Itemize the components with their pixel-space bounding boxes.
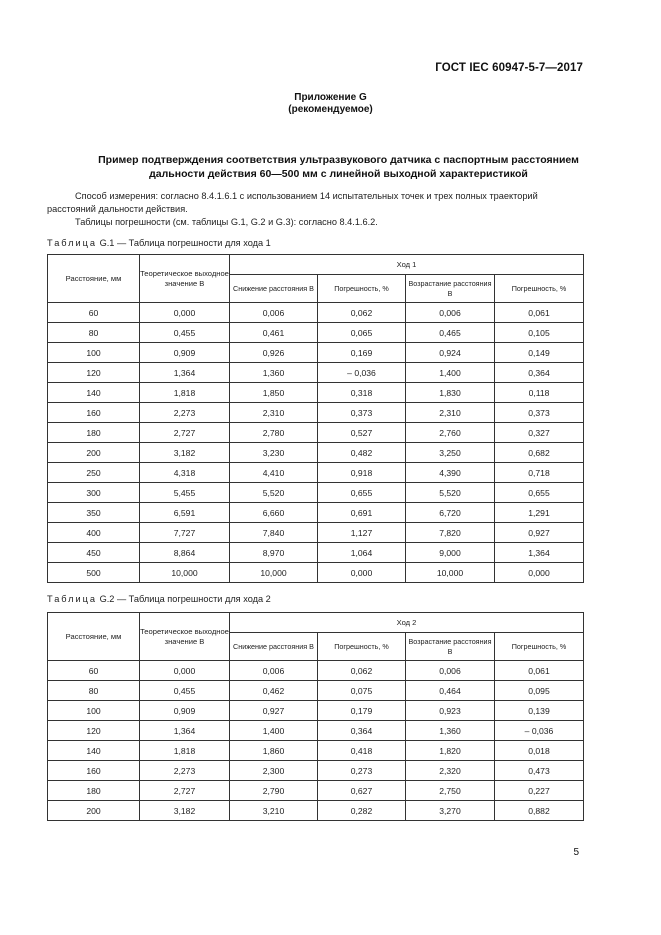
- table-g2: [47, 612, 584, 821]
- theoretical-cell: 2,727: [140, 423, 230, 443]
- increase-cell: 6,720: [406, 503, 495, 523]
- error-1-cell: 0,364: [318, 721, 406, 741]
- decrease-cell: 1,400: [230, 721, 318, 741]
- theoretical-cell: 1,818: [140, 383, 230, 403]
- distance-cell: 100: [48, 343, 140, 363]
- theoretical-cell: 1,364: [140, 721, 230, 741]
- decrease-cell: 0,926: [230, 343, 318, 363]
- distance-cell: 120: [48, 363, 140, 383]
- decrease-cell: 0,462: [230, 681, 318, 701]
- distance-cell: 200: [48, 443, 140, 463]
- error-2-cell: 0,118: [495, 383, 584, 403]
- table-row: [48, 563, 584, 583]
- decrease-cell: 0,006: [230, 303, 318, 323]
- error-2-cell: 0,882: [495, 801, 584, 821]
- error-1-cell: 0,062: [318, 303, 406, 323]
- theoretical-cell: 5,455: [140, 483, 230, 503]
- theoretical-cell: 0,909: [140, 343, 230, 363]
- tables-note: Таблицы погрешности (см. таблицы G.1, G.2 и G.3): согласно 8.4.1.6.2.: [75, 217, 378, 227]
- distance-cell: 180: [48, 423, 140, 443]
- table-g1-body: [48, 303, 584, 583]
- col-theoretical-header: Теоретическое выходное значение В: [140, 613, 230, 661]
- col-increase-header: Возрастание расстояния В: [406, 275, 495, 303]
- col-decrease-header: Снижение расстояния В: [230, 275, 318, 303]
- increase-cell: 1,820: [406, 741, 495, 761]
- theoretical-cell: 4,318: [140, 463, 230, 483]
- distance-cell: 60: [48, 661, 140, 681]
- distance-cell: 160: [48, 761, 140, 781]
- decrease-cell: 2,780: [230, 423, 318, 443]
- increase-cell: 10,000: [406, 563, 495, 583]
- section-title-line-2: дальности действия 60—500 мм с линейной выходной характеристикой: [149, 168, 528, 180]
- error-1-cell: 0,000: [318, 563, 406, 583]
- increase-cell: 3,270: [406, 801, 495, 821]
- error-1-cell: 0,179: [318, 701, 406, 721]
- table-row: [48, 383, 584, 403]
- decrease-cell: 1,850: [230, 383, 318, 403]
- col-error-2-header: Погрешность, %: [495, 633, 584, 661]
- error-1-cell: 0,527: [318, 423, 406, 443]
- distance-cell: 100: [48, 701, 140, 721]
- increase-cell: 1,830: [406, 383, 495, 403]
- distance-cell: 140: [48, 741, 140, 761]
- decrease-cell: 3,210: [230, 801, 318, 821]
- section-title-line-1: Пример подтверждения соответствия ультразвукового датчика с паспортным расстоянием: [98, 154, 579, 166]
- error-1-cell: 0,482: [318, 443, 406, 463]
- error-2-cell: 0,149: [495, 343, 584, 363]
- decrease-cell: 8,970: [230, 543, 318, 563]
- table-row: [48, 443, 584, 463]
- theoretical-cell: 8,864: [140, 543, 230, 563]
- theoretical-cell: 3,182: [140, 801, 230, 821]
- error-2-cell: 0,095: [495, 681, 584, 701]
- error-1-cell: 0,282: [318, 801, 406, 821]
- table-g2-caption: [47, 594, 271, 604]
- increase-cell: 1,360: [406, 721, 495, 741]
- error-2-cell: 0,105: [495, 323, 584, 343]
- theoretical-cell: 1,364: [140, 363, 230, 383]
- table-g2-caption-label: Таблица: [47, 594, 98, 604]
- table-row: [48, 303, 584, 323]
- table-row: [48, 543, 584, 563]
- error-2-cell: 0,473: [495, 761, 584, 781]
- theoretical-cell: 0,455: [140, 681, 230, 701]
- theoretical-cell: 2,273: [140, 761, 230, 781]
- distance-cell: 80: [48, 681, 140, 701]
- decrease-cell: 0,927: [230, 701, 318, 721]
- decrease-cell: 2,310: [230, 403, 318, 423]
- increase-cell: 0,465: [406, 323, 495, 343]
- error-1-cell: 1,127: [318, 523, 406, 543]
- distance-cell: 300: [48, 483, 140, 503]
- appendix-subtitle: (рекомендуемое): [288, 104, 373, 115]
- table-row: [48, 761, 584, 781]
- distance-cell: 200: [48, 801, 140, 821]
- decrease-cell: 10,000: [230, 563, 318, 583]
- theoretical-cell: 6,591: [140, 503, 230, 523]
- error-1-cell: 0,062: [318, 661, 406, 681]
- error-2-cell: 1,364: [495, 543, 584, 563]
- theoretical-cell: 0,909: [140, 701, 230, 721]
- theoretical-cell: 10,000: [140, 563, 230, 583]
- increase-cell: 0,924: [406, 343, 495, 363]
- table-row: [48, 483, 584, 503]
- table-g2-body: [48, 661, 584, 821]
- error-2-cell: 0,061: [495, 661, 584, 681]
- increase-cell: 9,000: [406, 543, 495, 563]
- increase-cell: 2,750: [406, 781, 495, 801]
- decrease-cell: 5,520: [230, 483, 318, 503]
- table-row: [48, 403, 584, 423]
- error-1-cell: 0,169: [318, 343, 406, 363]
- table-g1-caption: [47, 238, 271, 248]
- method-line-2: расстояний дальности действия.: [47, 204, 188, 214]
- increase-cell: 2,320: [406, 761, 495, 781]
- group-header: Ход 2: [230, 613, 584, 633]
- decrease-cell: 3,230: [230, 443, 318, 463]
- table-row: [48, 661, 584, 681]
- error-2-cell: 0,682: [495, 443, 584, 463]
- table-row: [48, 423, 584, 443]
- theoretical-cell: 0,000: [140, 303, 230, 323]
- increase-cell: 1,400: [406, 363, 495, 383]
- error-1-cell: 1,064: [318, 543, 406, 563]
- increase-cell: 0,464: [406, 681, 495, 701]
- distance-cell: 180: [48, 781, 140, 801]
- table-row: [48, 523, 584, 543]
- decrease-cell: 2,790: [230, 781, 318, 801]
- table-g1-caption-text: G.1 — Таблица погрешности для хода 1: [97, 238, 271, 248]
- error-2-cell: 0,364: [495, 363, 584, 383]
- distance-cell: 160: [48, 403, 140, 423]
- distance-cell: 60: [48, 303, 140, 323]
- theoretical-cell: 2,727: [140, 781, 230, 801]
- error-1-cell: 0,627: [318, 781, 406, 801]
- table-row: [48, 701, 584, 721]
- decrease-cell: 6,660: [230, 503, 318, 523]
- page-number: 5: [573, 847, 579, 858]
- method-paragraph: [47, 190, 583, 229]
- error-2-cell: 1,291: [495, 503, 584, 523]
- table-row: [48, 323, 584, 343]
- error-1-cell: 0,318: [318, 383, 406, 403]
- error-1-cell: 0,691: [318, 503, 406, 523]
- error-2-cell: 0,327: [495, 423, 584, 443]
- table-row: [48, 801, 584, 821]
- error-2-cell: 0,655: [495, 483, 584, 503]
- error-1-cell: 0,273: [318, 761, 406, 781]
- col-decrease-header: Снижение расстояния В: [230, 633, 318, 661]
- error-2-cell: 0,227: [495, 781, 584, 801]
- distance-cell: 140: [48, 383, 140, 403]
- section-title: [46, 153, 631, 181]
- increase-cell: 4,390: [406, 463, 495, 483]
- increase-cell: 2,310: [406, 403, 495, 423]
- table-row: [48, 463, 584, 483]
- theoretical-cell: 2,273: [140, 403, 230, 423]
- distance-cell: 400: [48, 523, 140, 543]
- theoretical-cell: 0,000: [140, 661, 230, 681]
- distance-cell: 120: [48, 721, 140, 741]
- distance-cell: 450: [48, 543, 140, 563]
- error-1-cell: 0,655: [318, 483, 406, 503]
- error-2-cell: 0,139: [495, 701, 584, 721]
- method-line-1: Способ измерения: согласно 8.4.1.6.1 с использованием 14 испытательных точек и трех полных траекторий: [75, 191, 538, 201]
- error-2-cell: 0,718: [495, 463, 584, 483]
- theoretical-cell: 7,727: [140, 523, 230, 543]
- col-distance-header: Расстояние, мм: [48, 613, 140, 661]
- error-1-cell: 0,373: [318, 403, 406, 423]
- theoretical-cell: 0,455: [140, 323, 230, 343]
- group-header: Ход 1: [230, 255, 584, 275]
- error-1-cell: 0,918: [318, 463, 406, 483]
- table-row: [48, 681, 584, 701]
- increase-cell: 7,820: [406, 523, 495, 543]
- increase-cell: 0,006: [406, 661, 495, 681]
- distance-cell: 350: [48, 503, 140, 523]
- error-2-cell: – 0,036: [495, 721, 584, 741]
- table-g1: [47, 254, 584, 583]
- distance-cell: 80: [48, 323, 140, 343]
- error-2-cell: 0,927: [495, 523, 584, 543]
- error-2-cell: 0,018: [495, 741, 584, 761]
- distance-cell: 250: [48, 463, 140, 483]
- error-1-cell: – 0,036: [318, 363, 406, 383]
- table-row: [48, 363, 584, 383]
- decrease-cell: 2,300: [230, 761, 318, 781]
- distance-cell: 500: [48, 563, 140, 583]
- increase-cell: 2,760: [406, 423, 495, 443]
- error-2-cell: 0,061: [495, 303, 584, 323]
- decrease-cell: 0,006: [230, 661, 318, 681]
- theoretical-cell: 3,182: [140, 443, 230, 463]
- error-1-cell: 0,065: [318, 323, 406, 343]
- error-1-cell: 0,075: [318, 681, 406, 701]
- col-increase-header: Возрастание расстояния В: [406, 633, 495, 661]
- table-row: [48, 721, 584, 741]
- table-g1-caption-label: Таблица: [47, 238, 98, 248]
- error-2-cell: 0,373: [495, 403, 584, 423]
- theoretical-cell: 1,818: [140, 741, 230, 761]
- increase-cell: 3,250: [406, 443, 495, 463]
- document-code: ГОСТ IEC 60947-5-7—2017: [435, 62, 583, 74]
- increase-cell: 5,520: [406, 483, 495, 503]
- decrease-cell: 0,461: [230, 323, 318, 343]
- col-error-1-header: Погрешность, %: [318, 633, 406, 661]
- decrease-cell: 7,840: [230, 523, 318, 543]
- appendix-title: Приложение G: [294, 92, 367, 103]
- decrease-cell: 1,860: [230, 741, 318, 761]
- col-error-1-header: Погрешность, %: [318, 275, 406, 303]
- col-theoretical-header: Теоретическое выходное значение В: [140, 255, 230, 303]
- table-row: [48, 343, 584, 363]
- decrease-cell: 4,410: [230, 463, 318, 483]
- increase-cell: 0,006: [406, 303, 495, 323]
- table-row: [48, 503, 584, 523]
- col-distance-header: Расстояние, мм: [48, 255, 140, 303]
- error-1-cell: 0,418: [318, 741, 406, 761]
- table-row: [48, 741, 584, 761]
- decrease-cell: 1,360: [230, 363, 318, 383]
- table-g2-caption-text: G.2 — Таблица погрешности для хода 2: [97, 594, 271, 604]
- col-error-2-header: Погрешность, %: [495, 275, 584, 303]
- increase-cell: 0,923: [406, 701, 495, 721]
- error-2-cell: 0,000: [495, 563, 584, 583]
- table-row: [48, 781, 584, 801]
